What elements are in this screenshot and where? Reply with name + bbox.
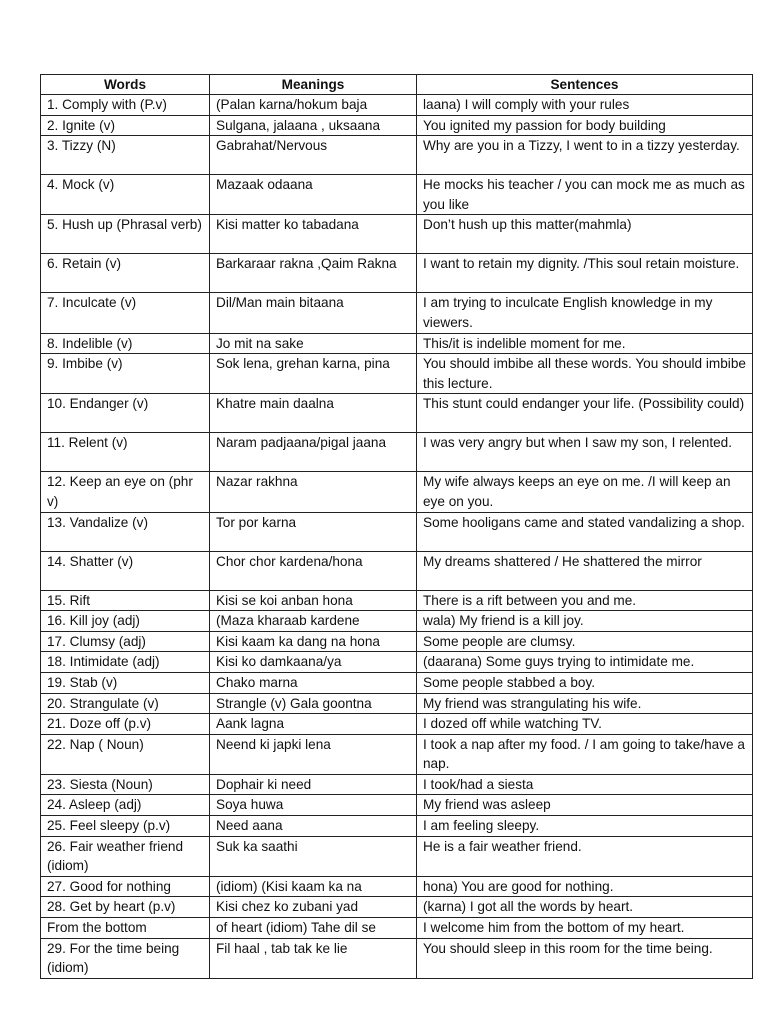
table-row [41, 590, 753, 611]
meaning-cell: Chako marna [210, 672, 417, 693]
sentence-cell: You should imbibe all these words. You should imbibe this lecture. [417, 354, 753, 394]
word-cell: 29. For the time being (idiom) [41, 938, 210, 978]
sentence-cell: My friend was asleep [417, 795, 753, 816]
word-cell: 2. Ignite (v) [41, 115, 210, 136]
meaning-cell: Kisi ko damkaana/ya [210, 652, 417, 673]
table-row [41, 836, 753, 876]
table-row [41, 354, 753, 394]
table-row [41, 95, 753, 116]
word-cell: 3. Tizzy (N) [41, 136, 210, 175]
table-row [41, 652, 753, 673]
table-row [41, 333, 753, 354]
meaning-cell: Tor por karna [210, 512, 417, 551]
meaning-cell: Dophair ki need [210, 774, 417, 795]
word-cell: 1. Comply with (P.v) [41, 95, 210, 116]
word-cell: 5. Hush up (Phrasal verb) [41, 215, 210, 254]
meaning-cell: Kisi chez ko zubani yad [210, 897, 417, 918]
meaning-cell: Barkaraar rakna ,Qaim Rakna [210, 254, 417, 293]
table-row [41, 472, 753, 512]
meaning-cell: Mazaak odaana [210, 175, 417, 215]
sentence-cell: There is a rift between you and me. [417, 590, 753, 611]
meaning-cell: Khatre main daalna [210, 394, 417, 433]
table-row [41, 394, 753, 433]
word-cell: 17. Clumsy (adj) [41, 631, 210, 652]
word-cell: From the bottom [41, 918, 210, 939]
word-cell: 8. Indelible (v) [41, 333, 210, 354]
table-row [41, 672, 753, 693]
table-body [41, 95, 753, 979]
word-cell: 16. Kill joy (adj) [41, 611, 210, 632]
sentence-cell: I am trying to inculcate English knowledge in my viewers. [417, 293, 753, 333]
sentence-cell: I am feeling sleepy. [417, 816, 753, 837]
header-sentences: Sentences [417, 75, 753, 95]
word-cell: 14. Shatter (v) [41, 551, 210, 590]
word-cell: 19. Stab (v) [41, 672, 210, 693]
sentence-cell: wala) My friend is a kill joy. [417, 611, 753, 632]
table-row [41, 897, 753, 918]
table-row [41, 115, 753, 136]
word-cell: 15. Rift [41, 590, 210, 611]
table-row [41, 433, 753, 472]
table-row [41, 611, 753, 632]
meaning-cell: Fil haal , tab tak ke lie [210, 938, 417, 978]
word-cell: 24. Asleep (adj) [41, 795, 210, 816]
word-cell: 9. Imbibe (v) [41, 354, 210, 394]
table-row [41, 693, 753, 714]
sentence-cell: (karna) I got all the words by heart. [417, 897, 753, 918]
table-row [41, 795, 753, 816]
table-row [41, 774, 753, 795]
sentence-cell: (daarana) Some guys trying to intimidate me. [417, 652, 753, 673]
word-cell: 27. Good for nothing [41, 876, 210, 897]
table-row [41, 631, 753, 652]
sentence-cell: You should sleep in this room for the time being. [417, 938, 753, 978]
sentence-cell: I was very angry but when I saw my son, I relented. [417, 433, 753, 472]
table-row [41, 215, 753, 254]
sentence-cell: Some hooligans came and stated vandalizing a shop. [417, 512, 753, 551]
table-row [41, 512, 753, 551]
meaning-cell: of heart (idiom) Tahe dil se [210, 918, 417, 939]
meaning-cell: Nazar rakhna [210, 472, 417, 512]
meaning-cell: Chor chor kardena/hona [210, 551, 417, 590]
word-cell: 10. Endanger (v) [41, 394, 210, 433]
meaning-cell: Sok lena, grehan karna, pina [210, 354, 417, 394]
word-cell: 25. Feel sleepy (p.v) [41, 816, 210, 837]
table-row [41, 938, 753, 978]
table-row [41, 254, 753, 293]
sentence-cell: He is a fair weather friend. [417, 836, 753, 876]
sentence-cell: I dozed off while watching TV. [417, 714, 753, 735]
table-row [41, 734, 753, 774]
sentence-cell: My friend was strangulating his wife. [417, 693, 753, 714]
table-row [41, 293, 753, 333]
sentence-cell: Why are you in a Tizzy, I went to in a tizzy yesterday. [417, 136, 753, 175]
meaning-cell: Suk ka saathi [210, 836, 417, 876]
meaning-cell: (Maza kharaab kardene [210, 611, 417, 632]
sentence-cell: I want to retain my dignity. /This soul retain moisture. [417, 254, 753, 293]
meaning-cell: Neend ki japki lena [210, 734, 417, 774]
table-header [41, 75, 753, 95]
meaning-cell: Aank lagna [210, 714, 417, 735]
meaning-cell: Sulgana, jalaana , uksaana [210, 115, 417, 136]
table-row [41, 816, 753, 837]
meaning-cell: Strangle (v) Gala goontna [210, 693, 417, 714]
sentence-cell: I took a nap after my food. / I am going to take/have a nap. [417, 734, 753, 774]
meaning-cell: Kisi matter ko tabadana [210, 215, 417, 254]
sentence-cell: I welcome him from the bottom of my heart. [417, 918, 753, 939]
meaning-cell: Need aana [210, 816, 417, 837]
header-row [41, 75, 753, 95]
header-meanings: Meanings [210, 75, 417, 95]
word-cell: 20. Strangulate (v) [41, 693, 210, 714]
word-cell: 11. Relent (v) [41, 433, 210, 472]
meaning-cell: Kisi se koi anban hona [210, 590, 417, 611]
sentence-cell: My wife always keeps an eye on me. /I will keep an eye on you. [417, 472, 753, 512]
word-cell: 13. Vandalize (v) [41, 512, 210, 551]
meaning-cell: (idiom) (Kisi kaam ka na [210, 876, 417, 897]
meaning-cell: Soya huwa [210, 795, 417, 816]
word-cell: 18. Intimidate (adj) [41, 652, 210, 673]
table-row [41, 175, 753, 215]
sentence-cell: hona) You are good for nothing. [417, 876, 753, 897]
table-row [41, 876, 753, 897]
sentence-cell: He mocks his teacher / you can mock me as much as you like [417, 175, 753, 215]
sentence-cell: Some people are clumsy. [417, 631, 753, 652]
word-cell: 4. Mock (v) [41, 175, 210, 215]
word-cell: 6. Retain (v) [41, 254, 210, 293]
table-row [41, 136, 753, 175]
word-cell: 23. Siesta (Noun) [41, 774, 210, 795]
sentence-cell: Don’t hush up this matter(mahmla) [417, 215, 753, 254]
sentence-cell: My dreams shattered / He shattered the mirror [417, 551, 753, 590]
meaning-cell: Kisi kaam ka dang na hona [210, 631, 417, 652]
meaning-cell: Jo mit na sake [210, 333, 417, 354]
word-cell: 22. Nap ( Noun) [41, 734, 210, 774]
sentence-cell: This/it is indelible moment for me. [417, 333, 753, 354]
sentence-cell: This stunt could endanger your life. (Possibility could) [417, 394, 753, 433]
header-words: Words [41, 75, 210, 95]
meaning-cell: Naram padjaana/pigal jaana [210, 433, 417, 472]
table-row [41, 918, 753, 939]
word-cell: 26. Fair weather friend (idiom) [41, 836, 210, 876]
table-row [41, 551, 753, 590]
table-row [41, 714, 753, 735]
sentence-cell: Some people stabbed a boy. [417, 672, 753, 693]
sentence-cell: I took/had a siesta [417, 774, 753, 795]
word-cell: 12. Keep an eye on (phr v) [41, 472, 210, 512]
sentence-cell: You ignited my passion for body building [417, 115, 753, 136]
meaning-cell: (Palan karna/hokum baja [210, 95, 417, 116]
meaning-cell: Dil/Man main bitaana [210, 293, 417, 333]
word-cell: 28. Get by heart (p.v) [41, 897, 210, 918]
word-cell: 21. Doze off (p.v) [41, 714, 210, 735]
word-cell: 7. Inculcate (v) [41, 293, 210, 333]
vocabulary-table [40, 74, 753, 979]
sentence-cell: laana) I will comply with your rules [417, 95, 753, 116]
meaning-cell: Gabrahat/Nervous [210, 136, 417, 175]
